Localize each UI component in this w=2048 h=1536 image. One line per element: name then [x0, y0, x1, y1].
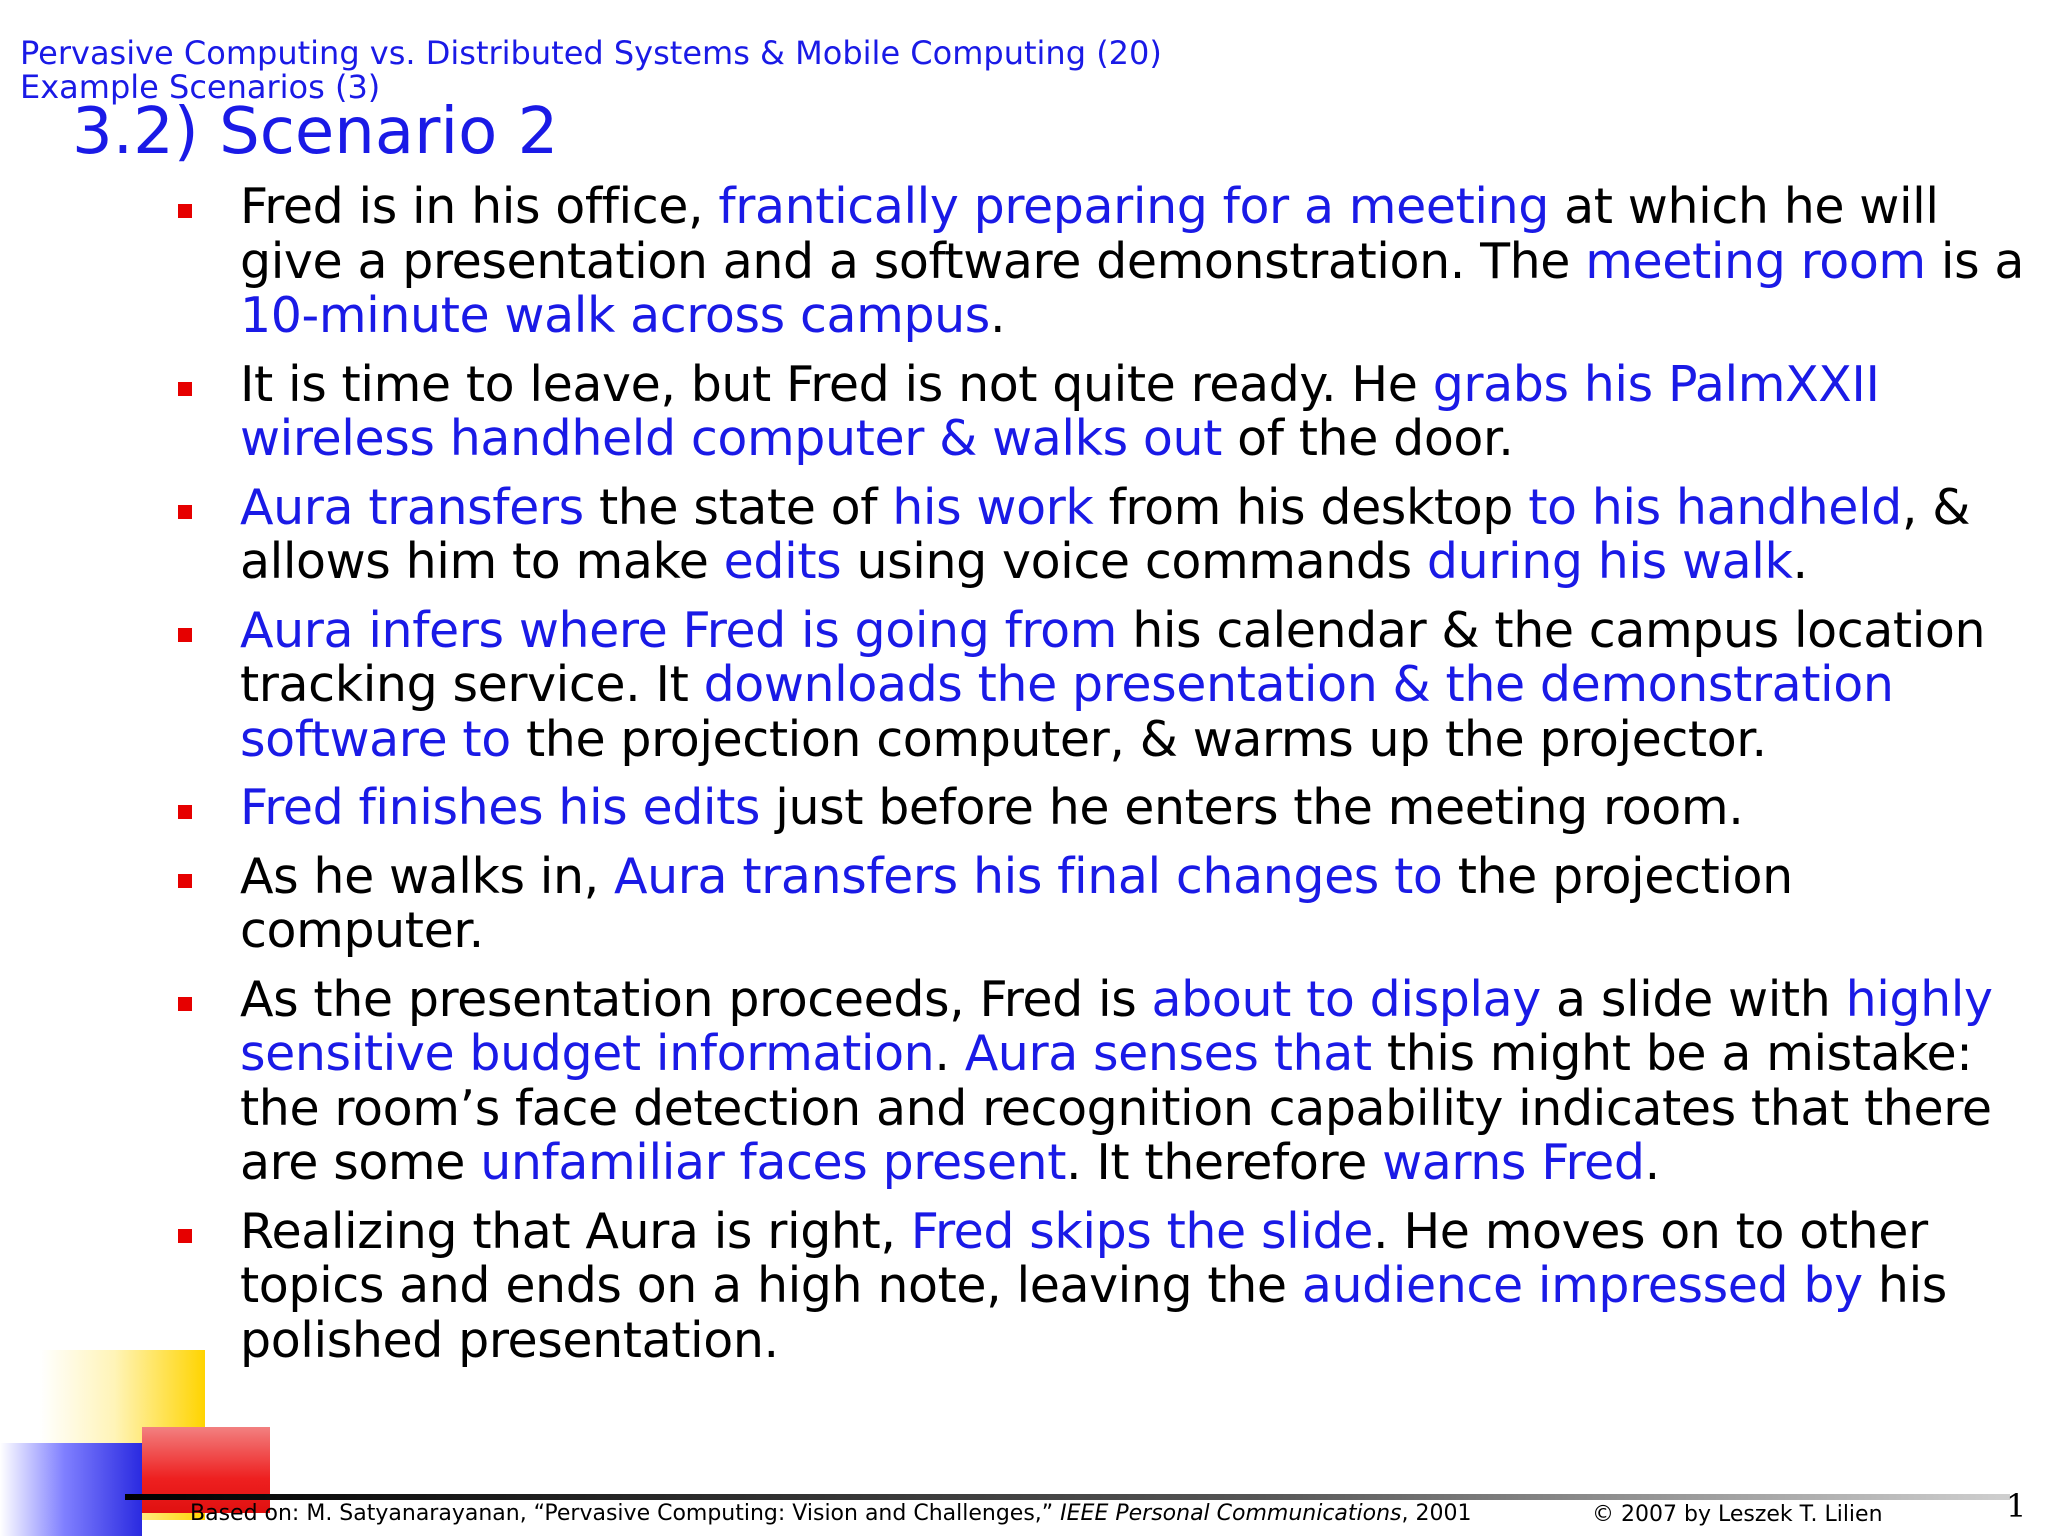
bullet-text: It is time to leave, but Fred is not quite ready. He [240, 355, 1433, 413]
footer-source-suffix: , 2001 [1401, 1501, 1472, 1526]
highlighted-text: warns Fred [1382, 1134, 1645, 1191]
bullet-list [178, 180, 2028, 1382]
bullet-text: . [934, 1025, 965, 1082]
bullet-text: . It therefore [1066, 1134, 1383, 1191]
bullet-item [178, 847, 2028, 959]
highlighted-text: 10-minute walk across campus [240, 287, 990, 344]
highlighted-text: Aura transfers [240, 478, 584, 536]
bullet-text: . He moves on to other topics and ends on a high note, leaving the [240, 1202, 1928, 1314]
highlighted-text: Fred finishes his edits [240, 779, 761, 836]
bullet-text: this might be a mistake: the room’s face detection and recognition capability indicates that there are some [240, 1025, 1992, 1191]
highlighted-text: downloads the presentation & the demonstration software to [240, 656, 1894, 768]
highlighted-text: during his walk [1426, 533, 1793, 590]
bullet-text: a slide with [1540, 970, 1846, 1028]
slide-title: 3.2) Scenario 2 [72, 95, 559, 169]
highlighted-text: frantically preparing for a meeting [718, 178, 1549, 235]
bullet-item [178, 180, 2028, 344]
highlighted-text: grabs his PalmXXII wireless handheld computer & walks out [240, 355, 1880, 467]
bullet-text: As the presentation proceeds, Fred is [240, 970, 1152, 1028]
highlighted-text: edits [723, 533, 842, 590]
highlighted-text: audience impressed by [1301, 1257, 1863, 1314]
highlighted-text: Aura transfers his final changes to [614, 847, 1443, 905]
bullet-text: at which he will give a presentation and a software demonstration. The [240, 178, 1939, 290]
header-line-2: Example Scenarios (3) [20, 68, 381, 106]
bullet-item [178, 478, 2028, 590]
bullet-text: his polished presentation. [240, 1257, 1947, 1369]
bullet-text: is a [1925, 232, 2025, 290]
bullet-item [178, 1202, 2028, 1369]
bullet-text: from his desktop [1093, 478, 1529, 536]
highlighted-text: unfamiliar faces present [480, 1134, 1067, 1191]
bullet-item [178, 355, 2028, 467]
bullet-item [178, 781, 2028, 836]
bullet-text: . [989, 287, 1006, 344]
page-number: 1 [2006, 1487, 2027, 1525]
footer-source-journal: IEEE Personal Communications [1060, 1501, 1402, 1526]
bullet-text: . [1792, 533, 1808, 590]
highlighted-text: Aura infers where Fred is going from [240, 601, 1118, 659]
bullet-item [178, 970, 2028, 1191]
bullet-item [178, 601, 2028, 768]
bullet-text: using voice commands [841, 533, 1427, 590]
bullet-text: the projection computer. [240, 847, 1793, 959]
highlighted-text: about to display [1151, 970, 1541, 1028]
decorative-blue-square [0, 1443, 142, 1536]
bullet-text: , & allows him to make [240, 478, 1971, 590]
header-line-1: Pervasive Computing vs. Distributed Systems & Mobile Computing (20) [20, 34, 1162, 72]
footer-source-prefix: Based on: M. Satyanarayanan, “Pervasive Computing: Vision and Challenges,” [190, 1501, 1061, 1526]
highlighted-text: highly sensitive budget information [240, 970, 1993, 1082]
highlighted-text: Aura senses that [964, 1025, 1372, 1082]
footer-source-citation [190, 1500, 1472, 1528]
slide-header [20, 36, 1162, 104]
bullet-text: As he walks in, [240, 847, 615, 905]
bullet-text: the state of [583, 478, 893, 536]
highlighted-text: his work [892, 478, 1094, 536]
bullet-text: Fred is in his office, [240, 178, 719, 235]
highlighted-text: Fred skips the slide [910, 1202, 1373, 1260]
bullet-text: the projection computer, & warms up the projector. [510, 710, 1767, 768]
footer-copyright: © 2007 by Leszek T. Lilien [1592, 1502, 1883, 1527]
bullet-text: just before he enters the meeting room. [760, 779, 1744, 836]
bullet-text: Realizing that Aura is right, [240, 1202, 911, 1260]
bullet-text: . [1644, 1134, 1660, 1191]
bullet-text: of the door. [1221, 410, 1514, 467]
highlighted-text: meeting room [1585, 232, 1926, 290]
highlighted-text: to his handheld [1528, 478, 1902, 536]
bullet-text: his calendar & the campus location tracking service. It [240, 601, 1986, 713]
